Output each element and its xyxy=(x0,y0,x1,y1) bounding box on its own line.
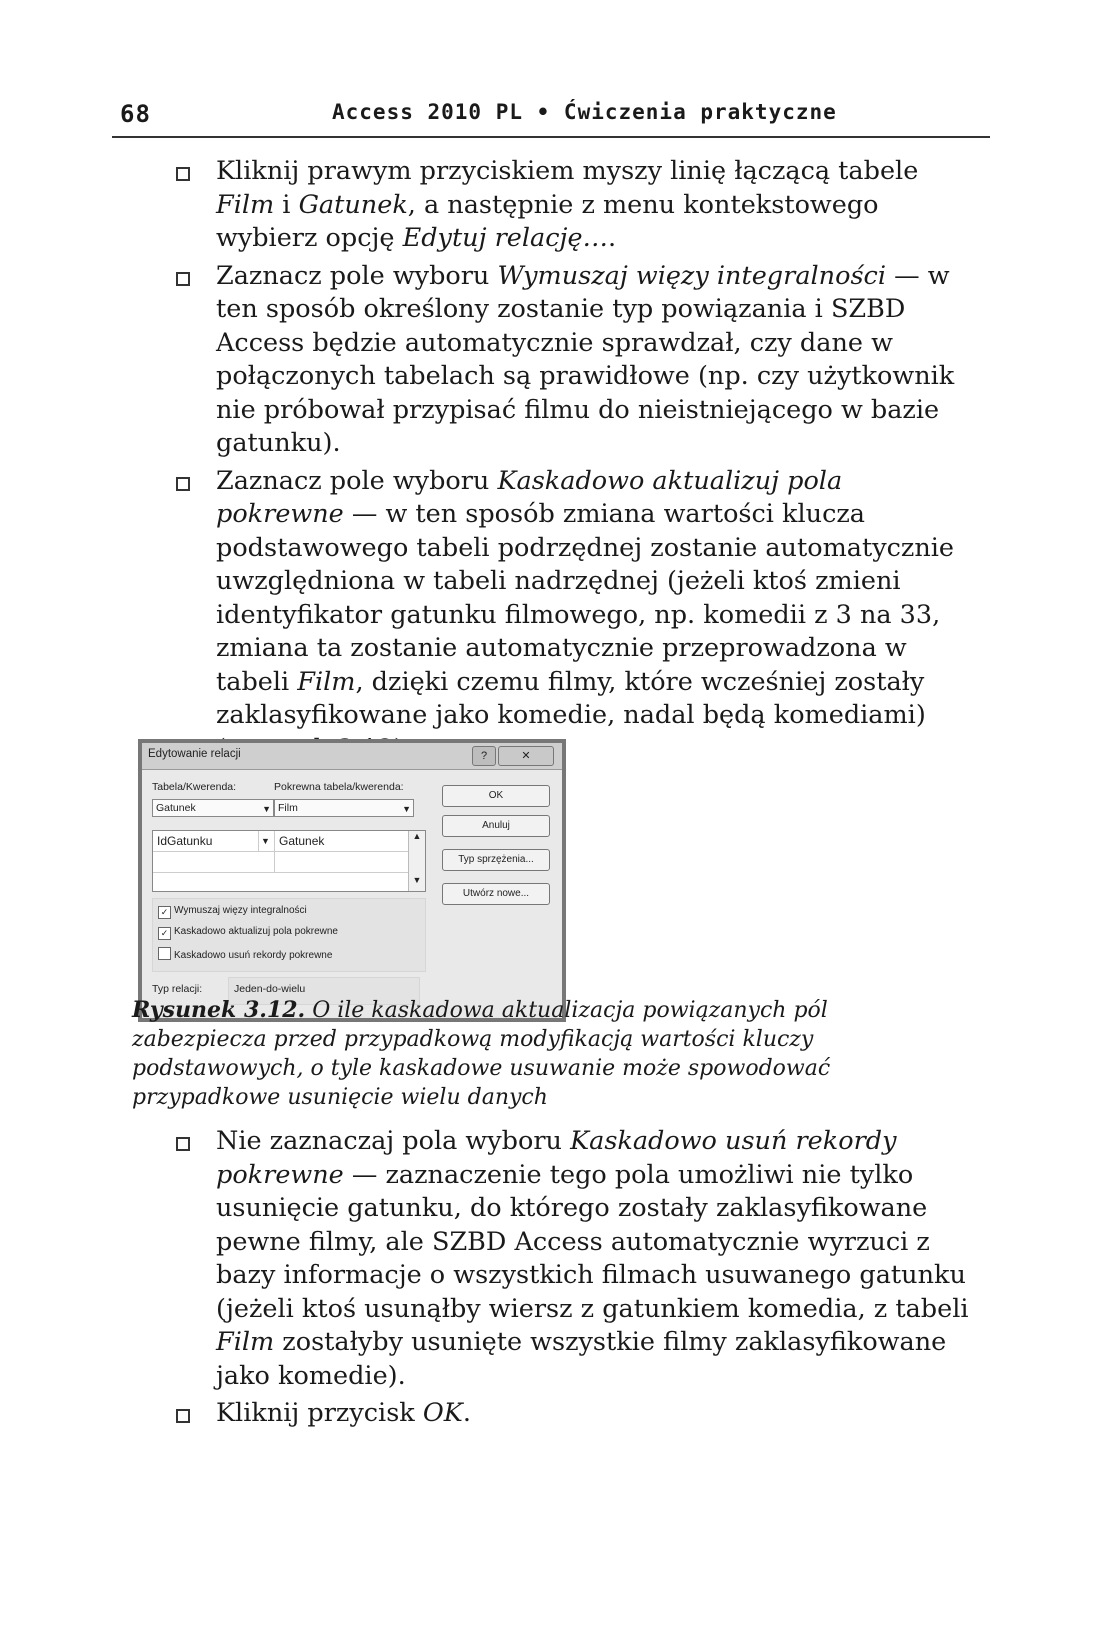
dialog-titlebar xyxy=(142,743,562,770)
bullet-item xyxy=(172,260,972,461)
figure-caption xyxy=(132,996,892,1112)
emphasis-text: Wymuszaj więzy integralności xyxy=(497,260,886,291)
table-label: Tabela/Kwerenda: xyxy=(152,781,237,793)
bullet-item xyxy=(172,1397,972,1431)
table-select-value: Gatunek xyxy=(156,802,196,814)
checkbox-square-icon xyxy=(176,1137,190,1151)
field-left-value: IdGatunku xyxy=(157,834,213,848)
help-button[interactable]: ? xyxy=(472,746,496,766)
related-table-select[interactable] xyxy=(274,799,414,817)
chevron-down-icon: ▼ xyxy=(402,804,411,814)
cascade-delete-checkbox[interactable] xyxy=(158,947,332,961)
related-table-select-value: Film xyxy=(278,802,298,814)
grid-scrollbar[interactable] xyxy=(408,831,425,891)
dialog-title: Edytowanie relacji xyxy=(148,748,241,760)
bullet-item xyxy=(172,465,972,767)
checkbox-unchecked-icon[interactable] xyxy=(158,947,171,960)
page-header xyxy=(112,92,990,138)
bullet-text: i xyxy=(274,189,299,220)
bullet-text: Nie zaznaczaj pola wyboru xyxy=(216,1126,571,1156)
cancel-button[interactable]: Anuluj xyxy=(442,815,550,837)
ok-button[interactable]: OK xyxy=(442,785,550,807)
field-dropdown[interactable] xyxy=(259,831,275,852)
checkbox-square-icon xyxy=(176,477,190,491)
bullet-text: , a następnie z menu kontekstowego wybierz opcję xyxy=(216,189,879,253)
bullet-text: . xyxy=(608,223,617,253)
checkbox-checked-icon[interactable]: ✓ xyxy=(158,906,171,919)
field-mapping-grid xyxy=(152,830,426,892)
cascade-update-label: Kaskadowo aktualizuj pola pokrewne xyxy=(174,926,338,937)
checkbox-square-icon xyxy=(176,167,190,181)
field-left-cell[interactable] xyxy=(153,831,259,852)
emphasis-text: Kaskadowo aktualizuj pola pokrewne xyxy=(216,465,843,529)
edit-relationships-dialog xyxy=(138,739,566,1022)
field-right-cell[interactable] xyxy=(275,831,409,852)
close-button[interactable]: ✕ xyxy=(498,746,554,766)
bullet-text: — w ten sposób określony zostanie typ powiązania i SZBD Access będzie automatycznie sprawdzał, czy dane w połączonych tabelach są prawidłowe (np. czy użytkownik nie próbował przypisać filmu do nieistniejącego w bazie gatunku). xyxy=(216,260,955,458)
bullet-text: zostałyby usunięte wszystkie filmy zaklasyfikowane jako komedie). xyxy=(216,1327,947,1391)
enforce-integrity-label: Wymuszaj więzy integralności xyxy=(174,905,307,916)
scroll-down-icon[interactable]: ▼ xyxy=(412,875,422,885)
join-type-button[interactable]: Typ sprzężenia... xyxy=(442,849,550,871)
emphasis-text: Film xyxy=(297,666,356,697)
page-number: 68 xyxy=(120,100,151,128)
emphasis-text: Edytuj relację… xyxy=(402,223,609,253)
bullet-text: Zaznacz pole wyboru xyxy=(216,260,498,291)
running-title: Access 2010 PL • Ćwiczenia praktyczne xyxy=(332,100,837,124)
bullet-text: Zaznacz pole wyboru xyxy=(216,465,498,496)
figure-label: Rysunek 3.12. xyxy=(132,997,306,1023)
enforce-integrity-checkbox[interactable] xyxy=(158,905,307,919)
empty-cell[interactable] xyxy=(153,852,275,873)
bullet-list-top xyxy=(172,155,972,770)
emphasis-text: Gatunek xyxy=(298,189,408,220)
cascade-update-checkbox[interactable] xyxy=(158,926,338,940)
empty-cell[interactable] xyxy=(275,852,409,873)
bullet-text: Kliknij przycisk xyxy=(216,1398,423,1428)
emphasis-text: Kaskadowo usuń rekordy pokrewne xyxy=(216,1126,897,1190)
table-select[interactable] xyxy=(152,799,274,817)
checkbox-square-icon xyxy=(176,272,190,286)
bullet-text: . xyxy=(462,1398,471,1428)
bullet-item xyxy=(172,1125,972,1393)
chevron-down-icon: ▼ xyxy=(261,836,270,846)
checkbox-checked-icon[interactable]: ✓ xyxy=(158,927,171,940)
bullet-list-bottom xyxy=(172,1125,972,1435)
emphasis-text: Film xyxy=(216,189,275,220)
figure-caption-text: O ile kaskadowa aktualizacja powiązanych pól zabezpiecza przed przypadkową modyfikacją wartości kluczy podstawowych, o tyle kaskadowe usuwanie może spowodować przypadkowe usunięcie wielu danych xyxy=(132,998,831,1110)
emphasis-text: Film xyxy=(216,1327,275,1357)
cascade-delete-label: Kaskadowo usuń rekordy pokrewne xyxy=(174,950,333,961)
checkbox-square-icon xyxy=(176,1409,190,1423)
create-new-button[interactable]: Utwórz nowe... xyxy=(442,883,550,905)
bullet-text: — w ten sposób zmiana wartości klucza podstawowego tabeli podrzędnej zostanie automatycznie uwzględniona w tabeli nadrzędnej (jeżeli ktoś zmieni identyfikator gatunku filmowego, np. komedii z 3 na 33, zmiana ta zostanie automatycznie przeprowadzona w tabeli xyxy=(216,499,955,697)
relationship-type-value: Jeden-do-wielu xyxy=(234,983,306,995)
relationship-type-label: Typ relacji: xyxy=(152,983,203,995)
bullet-item xyxy=(172,155,972,256)
related-table-label: Pokrewna tabela/kwerenda: xyxy=(274,781,404,793)
bullet-text: — zaznaczenie tego pola umożliwi nie tylko usunięcie gatunku, do którego zostały zaklasyfikowane pewne filmy, ale SZBD Access automatycznie wyrzuci z bazy informacje o wszystkich filmach usuwanego gatunku (jeżeli ktoś usunąłby wiersz z gatunkiem komedia, z tabeli xyxy=(216,1159,969,1324)
chevron-down-icon: ▼ xyxy=(262,804,271,814)
bullet-text: , dzięki czemu filmy, które wcześniej zostały zaklasyfikowane jako komedie, nadal będą komediami) xyxy=(216,666,926,730)
field-right-value: Gatunek xyxy=(279,834,325,848)
bullet-text: Kliknij prawym przyciskiem myszy linię łączącą tabele xyxy=(216,156,919,186)
emphasis-text: OK xyxy=(422,1398,463,1428)
scroll-up-icon[interactable]: ▲ xyxy=(412,831,422,841)
